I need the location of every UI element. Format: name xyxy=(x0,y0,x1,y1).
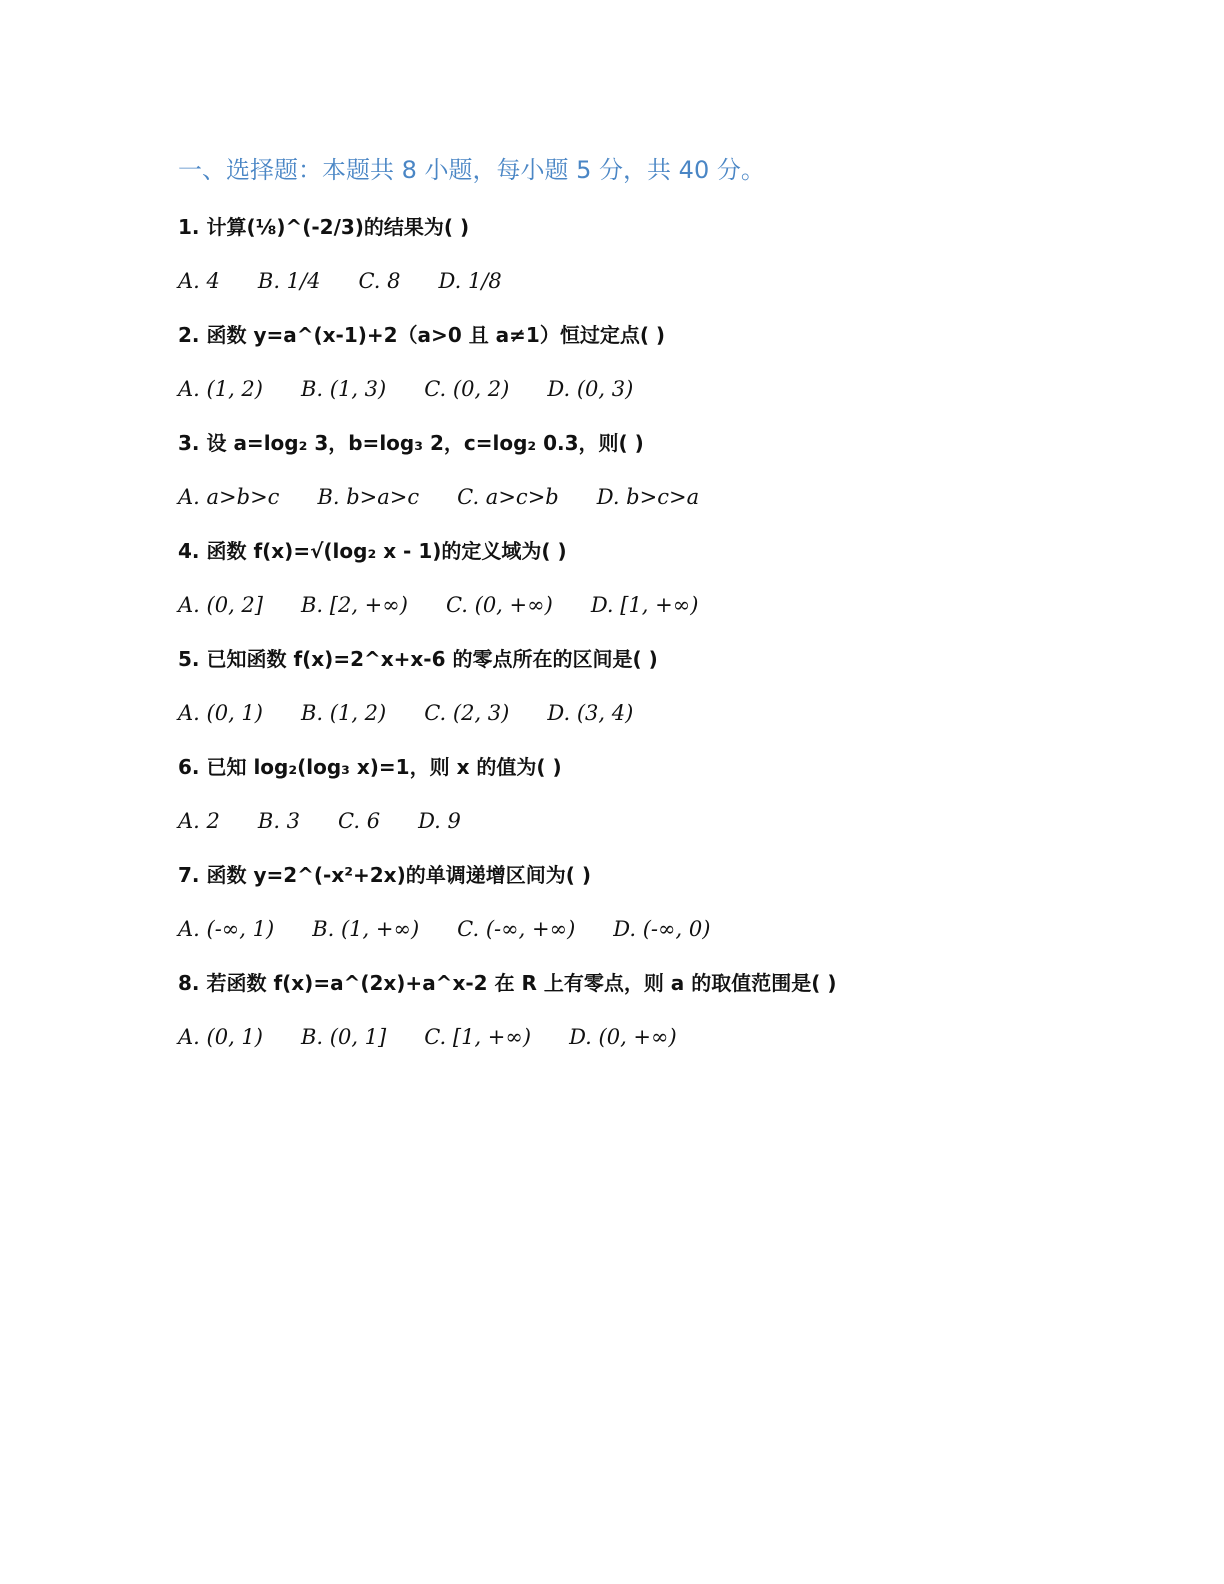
question-stem: 7. 函数 y=2^(-x²+2x)的单调递增区间为( ) xyxy=(178,863,591,887)
option-d: D. b>c>a xyxy=(596,485,700,509)
question-stem: 6. 已知 log₂(log₃ x)=1，则 x 的值为( ) xyxy=(178,755,562,779)
section-heading: 一、选择题：本题共 8 小题，每小题 5 分，共 40 分。 xyxy=(178,156,765,184)
question-5 xyxy=(178,642,1078,750)
question-1 xyxy=(178,210,1078,318)
option-d: D. (-∞, 0) xyxy=(613,917,711,941)
option-b: B. 1/4 xyxy=(257,269,321,293)
question-7 xyxy=(178,858,1078,966)
question-3 xyxy=(178,426,1078,534)
option-a: A. a>b>c xyxy=(178,485,280,509)
question-6 xyxy=(178,750,1078,858)
option-d: D. (0, 3) xyxy=(547,377,634,401)
option-d: D. [1, +∞) xyxy=(590,593,699,617)
option-b: B. (1, +∞) xyxy=(312,917,420,941)
exam-section xyxy=(178,150,1078,1074)
option-a: A. (0, 2] xyxy=(178,593,263,617)
question-stem: 1. 计算(⅛)^(-2/3)的结果为( ) xyxy=(178,215,470,239)
option-c: C. (2, 3) xyxy=(424,701,510,725)
answer-options xyxy=(178,372,1078,426)
option-a: A. (1, 2) xyxy=(178,377,263,401)
option-a: A. 4 xyxy=(178,269,220,293)
option-d: D. 9 xyxy=(418,809,461,833)
option-c: C. (0, +∞) xyxy=(445,593,553,617)
option-d: D. 1/8 xyxy=(438,269,502,293)
question-stem: 2. 函数 y=a^(x-1)+2（a>0 且 a≠1）恒过定点( ) xyxy=(178,323,666,347)
option-c: C. 8 xyxy=(358,269,401,293)
option-b: B. [2, +∞) xyxy=(300,593,408,617)
answer-options xyxy=(178,804,1078,858)
option-b: B. (1, 2) xyxy=(300,701,387,725)
option-a: A. 2 xyxy=(178,809,220,833)
question-stem: 8. 若函数 f(x)=a^(2x)+a^x-2 在 R 上有零点，则 a 的取值范围是( ) xyxy=(178,971,837,995)
option-a: A. (-∞, 1) xyxy=(178,917,275,941)
option-c: C. 6 xyxy=(338,809,381,833)
option-b: B. b>a>c xyxy=(317,485,420,509)
question-stem: 5. 已知函数 f(x)=2^x+x-6 的零点所在的区间是( ) xyxy=(178,647,658,671)
answer-options xyxy=(178,588,1078,642)
answer-options xyxy=(178,912,1078,966)
question-list xyxy=(178,210,1078,1074)
option-c: C. (-∞, +∞) xyxy=(457,917,576,941)
question-4 xyxy=(178,534,1078,642)
option-c: C. [1, +∞) xyxy=(424,1025,532,1049)
option-a: A. (0, 1) xyxy=(178,701,263,725)
question-2 xyxy=(178,318,1078,426)
option-b: B. (0, 1] xyxy=(300,1025,387,1049)
option-d: D. (3, 4) xyxy=(547,701,634,725)
question-stem: 3. 设 a=log₂ 3，b=log₃ 2，c=log₂ 0.3，则( ) xyxy=(178,431,644,455)
option-c: C. (0, 2) xyxy=(424,377,510,401)
option-d: D. (0, +∞) xyxy=(569,1025,677,1049)
answer-options xyxy=(178,1020,1078,1074)
question-stem: 4. 函数 f(x)=√(log₂ x - 1)的定义域为( ) xyxy=(178,539,567,563)
option-b: B. 3 xyxy=(257,809,301,833)
answer-options xyxy=(178,480,1078,534)
answer-options xyxy=(178,696,1078,750)
answer-options xyxy=(178,264,1078,318)
option-a: A. (0, 1) xyxy=(178,1025,263,1049)
option-c: C. a>c>b xyxy=(457,485,559,509)
question-8 xyxy=(178,966,1078,1074)
option-b: B. (1, 3) xyxy=(300,377,387,401)
